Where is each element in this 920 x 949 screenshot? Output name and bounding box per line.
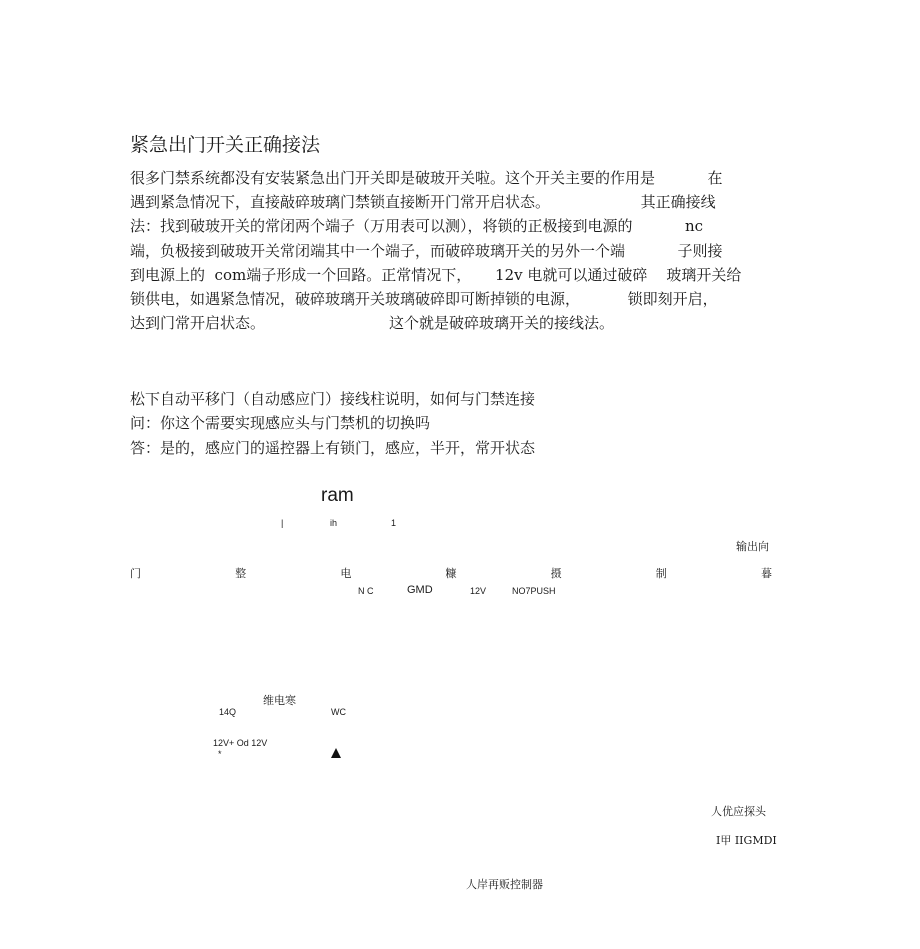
body-line: 遇到紧急情况下，直接敲碎玻璃门禁锁直接断开门常开启状态。 其正确接线 (130, 193, 716, 212)
diagram-char: 暮 (760, 567, 772, 580)
terminal-nopush: NO7PUSH (512, 586, 556, 596)
relay-label: 维电寒 (263, 694, 296, 707)
diagram-char: 门 (130, 567, 141, 580)
body-line: 锁供电，如遇紧急情况，破碎玻璃开关玻璃破碎即可断掉锁的电源， 锁即刻开启， (130, 289, 718, 308)
qa-answer: 答：是的，感应门的遥控器上有锁门，感应，半开，常开状态 (130, 439, 536, 457)
diagram-char: 糠 (445, 567, 457, 580)
terminal-nc: N C (358, 586, 374, 596)
diagram-char: 制 (655, 567, 667, 580)
power-star: * (218, 749, 222, 759)
qa-heading: 松下自动平移门（自动感应门）接线柱说明，如何与门禁连接 (130, 390, 536, 408)
diagram-char: 整 (235, 567, 247, 580)
diagram-ram-label: ram (321, 485, 354, 506)
terminal-12v: 12V (470, 586, 487, 596)
diagram-mark: ih (330, 518, 338, 528)
diagram-char: 电 (340, 567, 352, 580)
body-line: 端，负极接到破玻开关常闭端其中一个端子，而破碎玻璃开关的另外一个端 子则接 (130, 241, 723, 260)
relay-terminal: WC (331, 707, 346, 717)
qa-question: 问：你这个需要实现感应头与门禁机的切换吗 (130, 414, 431, 432)
diagram-char-row (130, 565, 772, 581)
diagram-char: 摄 (550, 567, 562, 580)
article-title: 紧急出门开关正确接法 (130, 134, 321, 156)
body-line: 到电源上的 com端子形成一个回路。正常情况下， 12v 电就可以通过破碎 玻璃开关给 (130, 265, 742, 284)
terminal-gmd: GMD (407, 584, 433, 596)
power-label: 12V+ Od 12V (213, 738, 268, 748)
body-line: 很多门禁系统都没有安装紧急出门开关即是破玻开关啦。这个开关主要的作用是 在 (130, 169, 723, 187)
sensor-code: I甲 IIGMDI (716, 834, 777, 847)
triangle-icon (331, 748, 341, 758)
controller-label: 人岸再贩控制器 (466, 878, 543, 891)
body-line: 法：找到破玻开关的常闭两个端子（万用表可以测），将锁的正极接到电源的 nc (130, 217, 704, 236)
output-label: 输出向 (736, 540, 769, 553)
relay-terminal: 14Q (219, 707, 237, 717)
diagram-mark: 1 (391, 518, 397, 528)
diagram-mark: | (281, 518, 284, 528)
sensor-label: 人优应探头 (711, 805, 766, 818)
article-body (130, 166, 770, 335)
body-line: 达到门常开启状态。 这个就是破碎玻璃开关的接线法。 (130, 314, 614, 333)
